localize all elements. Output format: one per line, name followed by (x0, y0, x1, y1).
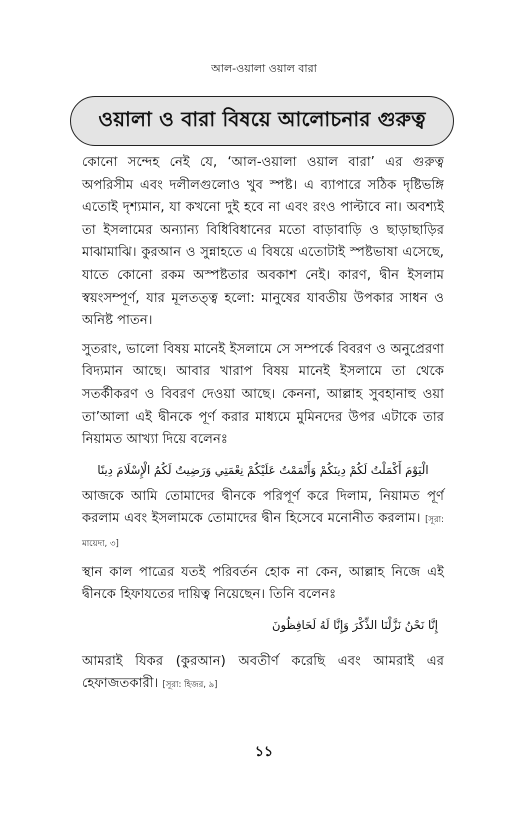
body-text (82, 152, 444, 703)
chapter-title: ওয়ালা ও বারা বিষয়ে আলোচনার গুরুত্ব (98, 106, 426, 131)
paragraph-3-text: আজকে আমি তোমাদের দ্বীনকে পরিপূর্ণ করে দিলাম, নিয়ামত পূর্ণ করলাম এবং ইসলামকে তোমাদের দ্বীন হিসেবে মনোনীত করলাম। (82, 488, 444, 527)
paragraph-4: স্থান কাল পাত্রের যতই পরিবর্তন হোক না কেন, আল্লাহ নিজে এই দ্বীনকে হিফাযতের দায়িত্ব নিয়েছেন। তিনি বলেনঃ (82, 564, 444, 603)
paragraph-5-text: আমরাই যিকর (কুরআন) অবতীর্ণ করেছি এবং আমরাই এর হেফাজতকারী। (82, 653, 444, 692)
running-head: আল-ওয়ালা ওয়াল বারা (211, 62, 317, 75)
paragraph-2: সুতরাং, ভালো বিষয় মানেই ইসলামে সে সম্পর্কে বিবরণ ও অনুপ্রেরণা বিদ্যমান আছে। আবার খারাপ বিষয় মানেই ইসলামে তা থেকে সতর্কীকরণ ও বিবরণ দেওয়া আছে। কেননা, আল্লাহ সুবহানাহু ওয়া তা’আলা এই দ্বীনকে পূর্ণ করার মাধ্যমে মুমিনদের উপর এটাকে তার নিয়ামত আখ্যা দিয়ে বলেনঃ (82, 341, 444, 448)
paragraph-5 (82, 651, 444, 697)
arabic-verse-1: الْيَوْمَ أَكْمَلْتُ لَكُمْ دِينَكُمْ وَأَتْمَمْتُ عَلَيْكُمْ نِعْمَتِي وَرَضِيتُ لَكُمُ الْإِسْلَامَ دِينًا (97, 462, 429, 477)
reference-hijr: [সূরা: হিজর, ৯] (162, 680, 218, 691)
reference-maida: [সূরা: মায়েদা, ৩] (82, 515, 444, 549)
paragraph-1: কোনো সন্দেহ নেই যে, ‘আল-ওয়ালা ওয়াল বারা’ এর গুরুত্ব অপরিসীম এবং দলীলগুলোও খুব স্পষ্ট। এ ব্যাপারে সঠিক দৃষ্টিভঙ্গি এতোই দৃশ্যমান, যা কখনো দুই হবে না এবং রংও পাল্টাবে না। অবশ্যই তা ইসলামের অন্যান্য বিধিবিধানের মতো বাড়াবাড়ি ও ছাড়াছাড়ির মাঝামাঝি। কুরআন ও সুন্নাহতে এ বিষয়ে এতোটাই স্পষ্টভাষা এসেছে, যাতে কোনো রকম অস্পষ্টতার অবকাশ নেই। কারণ, দ্বীন ইসলাম স্বয়ংসম্পূর্ণ, যার মূলতত্ত্ব হলো: মানুষের যাবতীয় উপকার সাধন ও অনিষ্ট পাতন। (82, 155, 444, 329)
chapter-title-box (70, 96, 454, 146)
page-number: ১১ (254, 744, 274, 760)
paragraph-3 (82, 486, 444, 556)
arabic-verse-2: إِنَّا نَحْنُ نَزَّلْنَا الذِّكْرَ وَإِنَّا لَهُ لَحَافِظُونَ (271, 617, 438, 632)
